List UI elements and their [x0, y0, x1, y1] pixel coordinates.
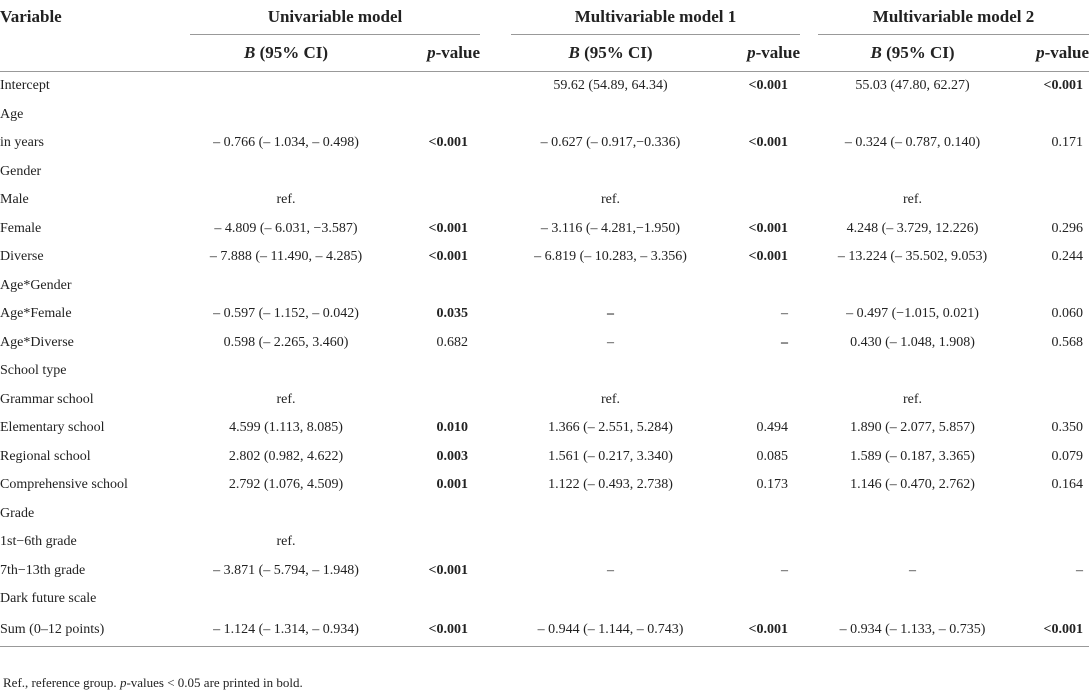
model2-p-value: <0.001	[1043, 78, 1084, 94]
univariable-p-value	[382, 186, 480, 215]
model1-estimate: 1.561 (– 0.217, 3.340)	[548, 448, 673, 464]
model1-b-ci-header: B (95% CI)	[511, 35, 710, 72]
multivariable-model-1-header: Multivariable model 1	[511, 0, 800, 35]
univariable-estimate: 4.599 (1.113, 8.085)	[229, 420, 343, 436]
model2-estimate: –	[909, 562, 917, 578]
model2-estimate: – 0.497 (−1.015, 0.021)	[846, 306, 979, 322]
model1-p-value: 0.494	[756, 420, 789, 436]
variable-label: Grammar school	[0, 391, 94, 407]
table-row	[0, 557, 1089, 586]
variable-label: 1st−6th grade	[0, 534, 77, 550]
category-row	[0, 158, 1089, 187]
model1-p-value	[710, 186, 800, 215]
univariable-p-value	[382, 528, 480, 557]
univariable-p-value: 0.682	[436, 334, 468, 350]
category-row	[0, 101, 1089, 130]
table-row	[0, 443, 1089, 472]
univariable-p-value-header: p-value	[382, 35, 480, 72]
model2-p-value: –	[1076, 562, 1084, 578]
model1-p-value: –	[781, 306, 789, 322]
model1-estimate: ref.	[600, 192, 621, 208]
model1-p-value: –	[781, 334, 789, 350]
univariable-p-value	[382, 72, 480, 101]
model2-estimate: ref.	[902, 391, 923, 407]
multivariable-model-2-header: Multivariable model 2	[818, 0, 1089, 35]
variable-label: Diverse	[0, 249, 44, 265]
univariable-p-value: <0.001	[428, 220, 468, 236]
model2-estimate: 1.589 (– 0.187, 3.365)	[850, 448, 975, 464]
model1-estimate: – 3.116 (– 4.281,−1.950)	[540, 220, 681, 236]
model1-p-value: <0.001	[748, 249, 789, 265]
category-label: Grade	[0, 505, 35, 521]
univariable-estimate	[190, 72, 382, 101]
model2-estimate	[818, 528, 1007, 557]
model1-p-value: 0.173	[756, 477, 789, 493]
model2-p-value: 0.350	[1051, 420, 1084, 436]
header-row-groups	[0, 0, 1089, 35]
model2-b-ci-header: B (95% CI)	[818, 35, 1007, 72]
model1-estimate: ref.	[600, 391, 621, 407]
model2-p-value: <0.001	[1007, 614, 1089, 647]
category-row	[0, 500, 1089, 529]
model2-p-value: 0.079	[1051, 448, 1084, 464]
univariable-estimate: – 0.597 (– 1.152, – 0.042)	[213, 306, 359, 322]
variable-label: Intercept	[0, 78, 50, 94]
table-row	[0, 471, 1089, 500]
model2-p-value	[1007, 386, 1089, 415]
univariable-p-value: 0.003	[436, 448, 468, 464]
model1-p-value: 0.085	[756, 448, 789, 464]
univariable-estimate: – 3.871 (– 5.794, – 1.948)	[213, 562, 359, 578]
univariable-p-value: 0.001	[436, 477, 468, 493]
variable-label: Sum (0–12 points)	[0, 614, 190, 647]
model2-p-value: 0.244	[1051, 249, 1084, 265]
univariable-p-value: 0.010	[436, 420, 468, 436]
variable-label: in years	[0, 135, 44, 151]
model2-estimate: 1.890 (– 2.077, 5.857)	[850, 420, 975, 436]
model2-p-value-header: p-value	[1007, 35, 1089, 72]
variable-label: Age*Diverse	[0, 334, 74, 350]
univariable-b-ci-header: B (95% CI)	[190, 35, 382, 72]
category-label: School type	[0, 363, 67, 379]
model2-estimate: – 13.224 (– 35.502, 9.053)	[837, 249, 988, 265]
variable-label: Elementary school	[0, 420, 105, 436]
model2-p-value	[1007, 186, 1089, 215]
model1-p-value: <0.001	[748, 135, 789, 151]
model2-estimate: ref.	[902, 192, 923, 208]
univariable-estimate: 2.792 (1.076, 4.509)	[228, 477, 344, 493]
univariable-estimate: 2.802 (0.982, 4.622)	[228, 448, 344, 464]
model2-p-value: 0.568	[1051, 334, 1084, 350]
variable-label: Age*Female	[0, 306, 72, 322]
category-row	[0, 272, 1089, 301]
univariable-estimate: – 4.809 (– 6.031, −3.587)	[214, 220, 358, 236]
univariable-estimate: ref.	[276, 534, 296, 550]
table-row	[0, 528, 1089, 557]
table-row	[0, 129, 1089, 158]
model1-estimate: –	[607, 306, 614, 322]
variable-label: 7th−13th grade	[0, 562, 86, 578]
univariable-estimate: ref.	[276, 192, 296, 208]
model2-p-value: 0.164	[1051, 477, 1084, 493]
model1-p-value-header: p-value	[710, 35, 800, 72]
model2-estimate: 55.03 (47.80, 62.27)	[855, 78, 970, 94]
variable-header: Variable	[0, 7, 62, 27]
category-label: Dark future scale	[0, 591, 97, 607]
univariable-p-value: <0.001	[382, 614, 480, 647]
model1-estimate: – 0.627 (– 0.917,−0.336)	[540, 135, 681, 151]
model1-estimate: –	[607, 562, 614, 578]
table-row	[0, 215, 1089, 244]
table-body	[0, 72, 1089, 647]
univariable-estimate: – 1.124 (– 1.314, – 0.934)	[190, 614, 382, 647]
model1-estimate: – 0.944 (– 1.144, – 0.743)	[511, 614, 710, 647]
table-row	[0, 414, 1089, 443]
category-label: Age*Gender	[0, 277, 72, 293]
category-row	[0, 585, 1089, 614]
model1-estimate: – 6.819 (– 10.283, – 3.356)	[534, 249, 687, 265]
model1-estimate: 59.62 (54.89, 64.34)	[553, 78, 668, 94]
model1-p-value: <0.001	[710, 614, 800, 647]
category-row	[0, 357, 1089, 386]
table-footnote: Ref., reference group. p-values < 0.05 are printed in bold.	[3, 675, 303, 690]
univariable-p-value: <0.001	[428, 135, 468, 151]
category-label: Age	[0, 106, 24, 122]
table-row	[0, 329, 1089, 358]
univariable-estimate: 0.598 (– 2.265, 3.460)	[223, 334, 349, 350]
model1-p-value	[710, 528, 800, 557]
variable-label: Female	[0, 220, 42, 236]
category-label: Gender	[0, 163, 42, 179]
model2-p-value: 0.171	[1051, 135, 1084, 151]
table-row	[0, 614, 1089, 647]
model2-p-value	[1007, 528, 1089, 557]
model2-estimate: – 0.934 (– 1.133, – 0.735)	[818, 614, 1007, 647]
model1-p-value	[710, 386, 800, 415]
univariable-p-value	[382, 386, 480, 415]
model2-estimate: – 0.324 (– 0.787, 0.140)	[844, 135, 981, 151]
univariable-p-value: <0.001	[428, 249, 468, 265]
univariable-estimate: – 0.766 (– 1.034, – 0.498)	[213, 135, 359, 151]
table-row	[0, 243, 1089, 272]
model1-p-value: <0.001	[748, 220, 789, 236]
univariable-p-value: 0.035	[436, 306, 468, 322]
variable-label: Regional school	[0, 448, 91, 464]
variable-label: Comprehensive school	[0, 477, 128, 493]
univariable-p-value: <0.001	[428, 562, 468, 578]
variable-label: Male	[0, 192, 29, 208]
table-row	[0, 386, 1089, 415]
model2-estimate: 0.430 (– 1.048, 1.908)	[850, 334, 975, 350]
univariable-estimate: – 7.888 (– 11.490, – 4.285)	[209, 249, 363, 265]
model2-estimate: 1.146 (– 0.470, 2.762)	[850, 477, 975, 493]
model2-p-value: 0.296	[1051, 220, 1084, 236]
univariable-model-header: Univariable model	[190, 0, 480, 35]
model2-estimate: 4.248 (– 3.729, 12.226)	[846, 220, 979, 236]
model2-p-value: 0.060	[1051, 306, 1084, 322]
model1-p-value: <0.001	[748, 78, 789, 94]
header-row-columns	[0, 35, 1089, 72]
univariable-estimate: ref.	[276, 391, 296, 407]
model1-estimate: 1.122 (– 0.493, 2.738)	[548, 477, 673, 493]
table-row	[0, 300, 1089, 329]
model1-estimate: –	[607, 334, 614, 350]
model1-p-value: –	[781, 562, 789, 578]
table-row	[0, 72, 1089, 101]
model1-estimate	[511, 528, 710, 557]
model1-estimate: 1.366 (– 2.551, 5.284)	[548, 420, 673, 436]
table-row	[0, 186, 1089, 215]
